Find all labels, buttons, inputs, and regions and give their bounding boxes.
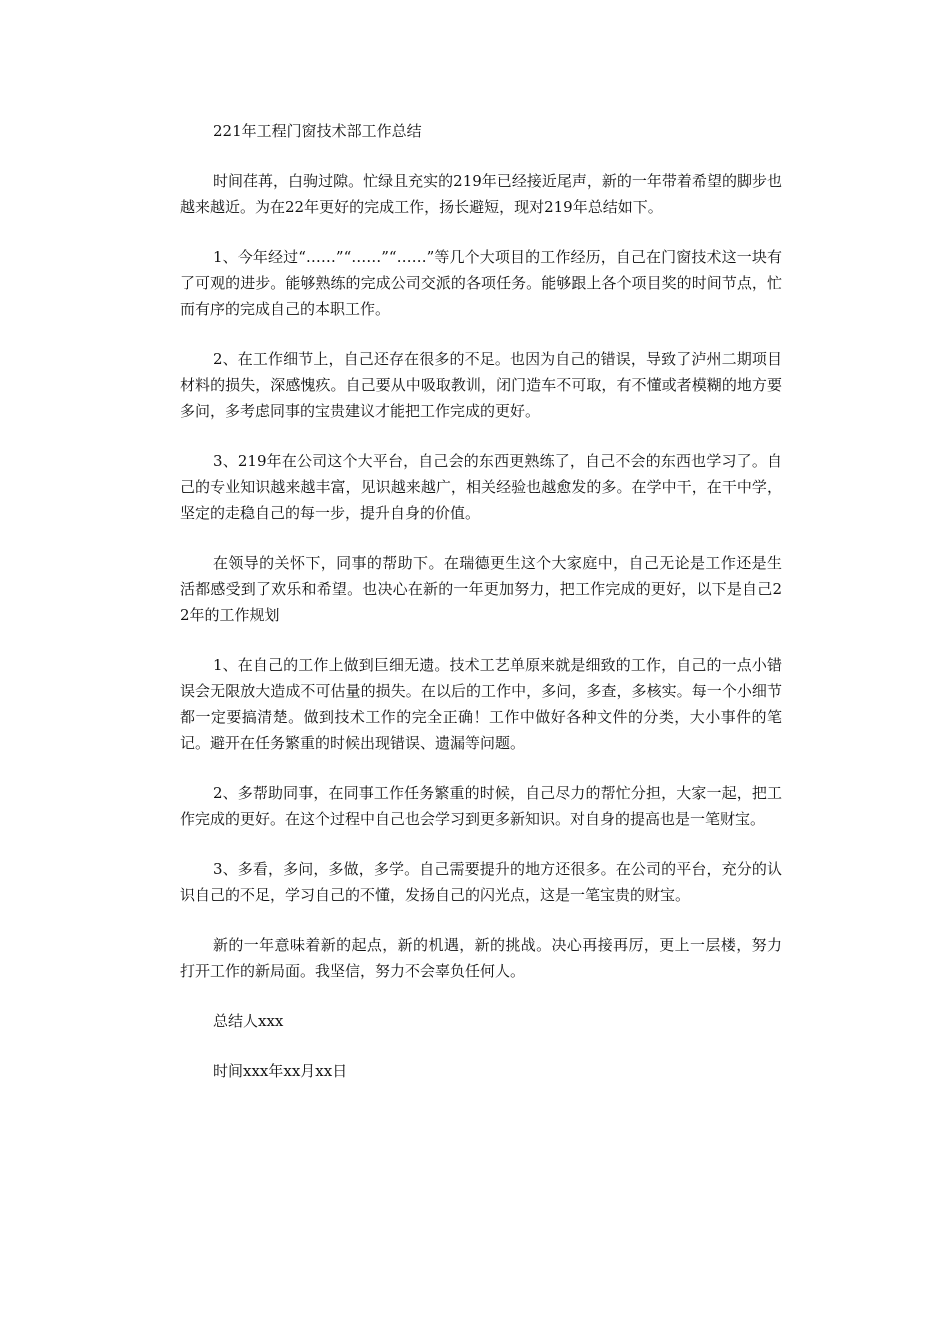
paragraph-summary-3: 3、219年在公司这个大平台，自己会的东西更熟练了，自己不会的东西也学习了。自己的专业知识越来越丰富，见识越来越广，相关经验也越愈发的多。在学中干，在干中学，坚定的走稳自己的每一步，提升自身的价值。 (180, 452, 782, 522)
paragraph-transition: 在领导的关怀下，同事的帮助下。在瑞德更生这个大家庭中，自己无论是工作还是生活都感受到了欢乐和希望。也决心在新的一年更加努力，把工作完成的更好，以下是自己22年的工作规划 (180, 554, 782, 624)
paragraph-closing: 新的一年意味着新的起点，新的机遇，新的挑战。决心再接再厉，更上一层楼，努力打开工作的新局面。我坚信，努力不会辜负任何人。 (180, 936, 782, 980)
paragraph-summary-1: 1、今年经过“……”“……”“……”等几个大项目的工作经历，自己在门窗技术这一块有了可观的进步。能够熟练的完成公司交派的各项任务。能够跟上各个项目奖的时间节点，忙而有序的完成自己的本职工作。 (180, 248, 782, 318)
paragraph-summary-2: 2、在工作细节上，自己还存在很多的不足。也因为自己的错误，导致了泸州二期项目材料的损失，深感愧疚。自己要从中吸取教训，闭门造车不可取，有不懂或者模糊的地方要多问，多考虑同事的宝贵建议才能把工作完成的更好。 (180, 350, 782, 420)
document-title: 221年工程门窗技术部工作总结 (213, 122, 422, 140)
document-page (180, 118, 782, 1108)
paragraph-plan-2: 2、多帮助同事，在同事工作任务繁重的时候，自己尽力的帮忙分担，大家一起，把工作完成的更好。在这个过程中自己也会学习到更多新知识。对自身的提高也是一笔财宝。 (180, 784, 782, 828)
paragraph-plan-3: 3、多看，多问，多做，多学。自己需要提升的地方还很多。在公司的平台，充分的认识自己的不足，学习自己的不懂，发扬自己的闪光点，这是一笔宝贵的财宝。 (180, 860, 782, 904)
paragraph-plan-1: 1、在自己的工作上做到巨细无遗。技术工艺单原来就是细致的工作，自己的一点小错误会无限放大造成不可估量的损失。在以后的工作中，多问，多查，多核实。每一个小细节都一定要搞清楚。做到技术工作的完全正确！工作中做好各种文件的分类，大小事件的笔记。避开在任务繁重的时候出现错误、遗漏等问题。 (180, 656, 782, 752)
date-line: 时间xxx年xx月xx日 (213, 1062, 348, 1080)
paragraph-intro: 时间荏苒，白驹过隙。忙绿且充实的219年已经接近尾声，新的一年带着希望的脚步也越来越近。为在22年更好的完成工作，扬长避短，现对219年总结如下。 (180, 172, 782, 216)
signer-line: 总结人xxx (213, 1012, 284, 1030)
